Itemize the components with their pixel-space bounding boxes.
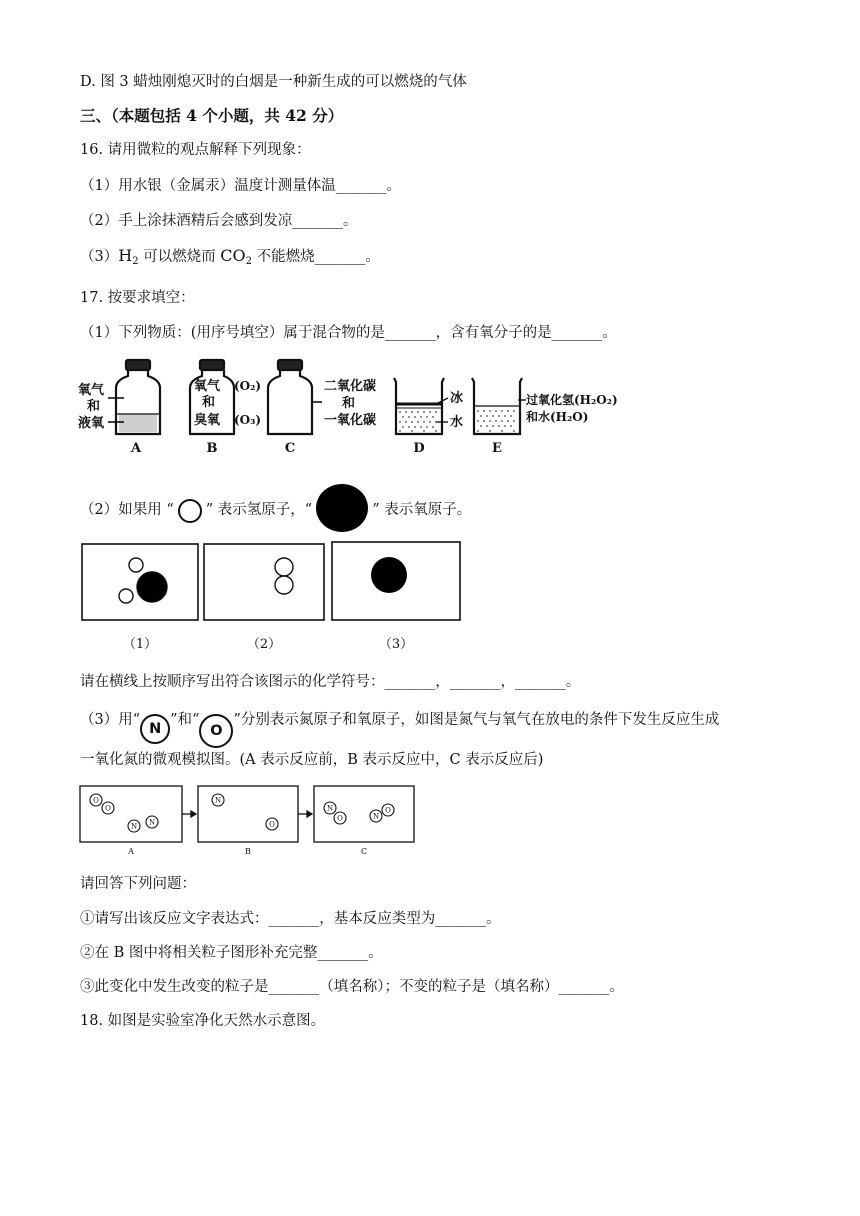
q16-item-3: $(3)H_2$ 可以燃烧而 $CO_2$ 不能燃烧_______。 [80, 246, 380, 267]
q16-title: 16. 请用微粒的观点解释下列现象： [80, 142, 311, 158]
reaction-label-b: B [245, 847, 251, 856]
reaction-label-a: A [128, 847, 134, 856]
svg-text:O: O [337, 814, 343, 823]
beaker-d-label-top: 冰 [450, 391, 464, 406]
beaker-d-dots [399, 411, 437, 432]
label-c: C [284, 441, 296, 456]
q17-part-3-line-2: 一氧化氮的微观模拟图。(A 表示反应前，B 表示反应中，C 表示反应后) [80, 752, 544, 768]
q17-part-3: （3）用“N”和“O”分别表示氮原子和氧原子，如图是氮气与氧气在放电的条件下发生反应生成 [80, 710, 719, 748]
section-heading: 三、（本题包括 4 个小题，共 42 分） [80, 106, 344, 125]
beaker-d-label-bot: 水 [450, 415, 464, 430]
beaker-d [394, 378, 448, 434]
box-2 [204, 544, 324, 620]
label-a: A [130, 441, 142, 456]
label-e: E [492, 441, 502, 456]
svg-text:O: O [269, 820, 275, 829]
reaction-figure [78, 784, 418, 856]
option-d: D. 图 3 蜡烛刚熄灭时的白烟是一种新生成的可以燃烧的气体 [80, 74, 467, 90]
beaker-e-dots [477, 410, 515, 432]
svg-text:O: O [385, 806, 391, 815]
q17-question-intro: 请回答下列问题： [80, 876, 196, 892]
oxygen-atom [371, 557, 407, 593]
beaker-e-label-top: 过氧化氢(H₂O₂) [526, 393, 618, 407]
bottle-a [108, 360, 160, 434]
q17-question-2: ②在 B 图中将相关粒子图形补充完整_______。 [80, 945, 383, 961]
beaker-e-label-bot: 和水(H₂O) [526, 410, 589, 424]
q17-part-1: （1）下列物质：(用序号填空）属于混合物的是_______，含有氧分子的是_______。 [80, 325, 617, 341]
label-b: B [206, 441, 218, 456]
nitrogen-atom-icon: N [140, 714, 170, 744]
molecule-boxes-figure [80, 540, 464, 656]
reaction-label-c: C [360, 847, 368, 856]
bottle-c [268, 360, 322, 434]
box-label-3: （3） [378, 637, 414, 652]
svg-text:N: N [214, 796, 222, 805]
q17-title: 17. 按要求填空： [80, 290, 195, 306]
oxygen-o-atom-icon: O [199, 714, 233, 748]
reaction-box-b [198, 786, 298, 842]
bottle-a-label-mid: 和 [87, 399, 101, 414]
bottle-b-label-mid: 和 [202, 395, 216, 410]
bottle-c-label-top: 二氧化碳 [324, 379, 377, 394]
svg-text:N: N [148, 818, 156, 827]
box-label-1: （1） [122, 637, 158, 652]
box-label-2: （2） [246, 637, 282, 652]
q17-part-2-question: 请在横线上按顺序写出符合该图示的化学符号：_______，_______，_______。 [80, 674, 581, 690]
water-molecule [119, 558, 167, 603]
svg-text:N: N [326, 804, 334, 813]
bottle-b-formula-bot: (O₃) [234, 413, 262, 427]
svg-text:N: N [130, 822, 138, 831]
hydrogen-atom-icon [178, 499, 202, 523]
q16-item-2: （2）手上涂抹酒精后会感到发凉_______。 [80, 213, 358, 229]
bottle-b-label-top: 氧气 [194, 379, 221, 394]
bottle-a-label-bot: 液氧 [78, 416, 105, 431]
substances-figure [78, 354, 638, 458]
oxygen-atom-icon [316, 484, 368, 532]
q16-item-1: （1）用水银（金属汞）温度计测量体温_______。 [80, 178, 401, 194]
hydrogen-molecule [275, 558, 293, 594]
h2-formula: $H_2$ [118, 246, 139, 267]
label-d: D [413, 441, 425, 456]
bottle-b-formula-top: (O₂) [234, 379, 262, 393]
q18-title: 18. 如图是实验室净化天然水示意图。 [80, 1013, 326, 1029]
bottle-a-label-top: 氧气 [78, 383, 105, 398]
q17-question-1: ①请写出该反应文字表达式：_______，基本反应类型为_______。 [80, 911, 501, 927]
q17-part-2: （2）如果用 “ ” 表示氢原子，“ ” 表示氧原子。 [80, 484, 471, 532]
q16-item-3-prefix: （3） [80, 249, 119, 265]
co2-formula: $CO_2$ [220, 246, 253, 267]
svg-text:O: O [93, 796, 99, 805]
svg-text:O: O [105, 804, 111, 813]
svg-text:N: N [372, 812, 380, 821]
bottle-b-label-bot: 臭氧 [194, 413, 221, 428]
bottle-c-label-bot: 一氧化碳 [324, 413, 377, 428]
bottle-c-label-mid: 和 [342, 396, 356, 411]
q17-question-3: ③此变化中发生改变的粒子是_______（填名称）；不变的粒子是（填名称）_______。 [80, 979, 624, 995]
